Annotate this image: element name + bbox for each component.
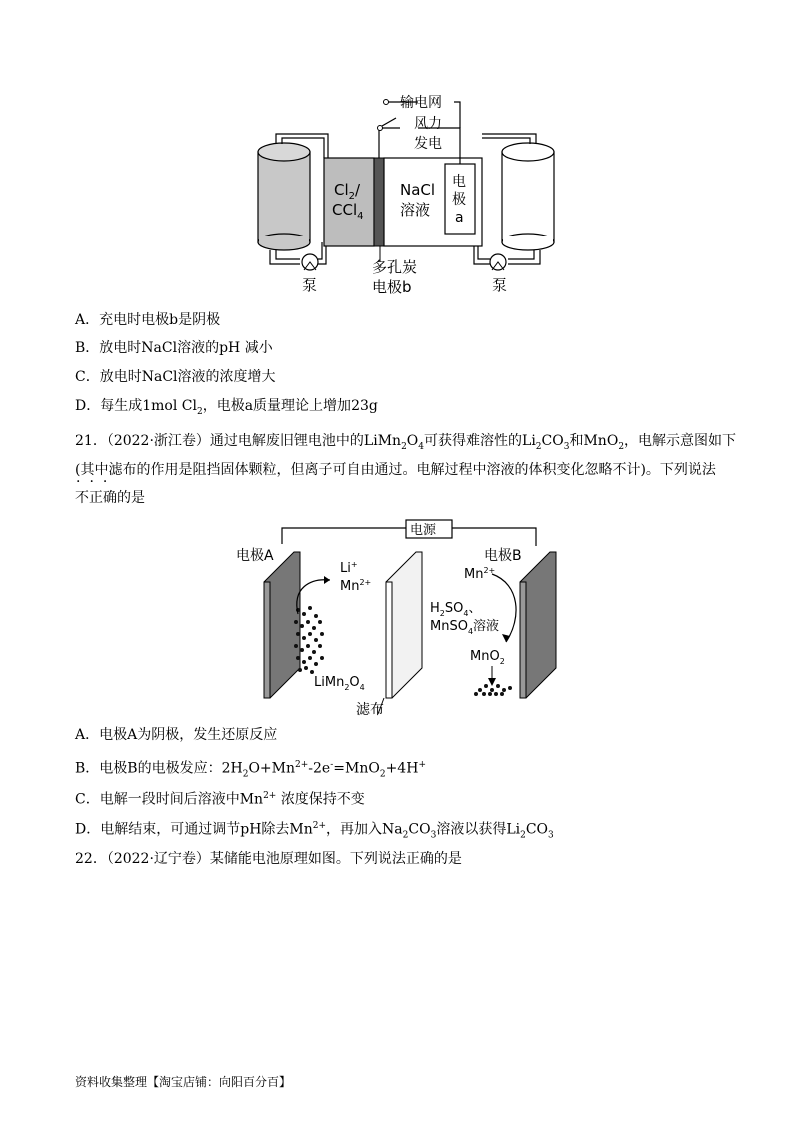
ccl4-label: CCl$_4$	[332, 201, 364, 222]
electrode-a-label-2: 极	[452, 192, 466, 208]
filter-label: 滤布	[356, 702, 384, 718]
wind-label-1: 风力	[414, 116, 442, 132]
solution-label: 溶液	[400, 201, 431, 219]
q20-option-a: A．充电时电极b是阴极	[75, 312, 221, 328]
circuit-wires	[379, 102, 460, 164]
q22-stem: 22．（2022·辽宁卷）某储能电池原理如图。下列说法正确的是	[75, 851, 462, 867]
porous-carbon-electrode-b	[374, 158, 384, 246]
q21-option-b: B．电极B的电极发应：$2H_2O+Mn^{2+}-2e^-=MnO_2+4H^+$	[75, 760, 426, 780]
solution-label-2: MnSO$_4$溶液	[430, 619, 500, 636]
electrode-b-label: 电极B	[484, 548, 522, 564]
electrode-a-label: 电极A	[236, 548, 274, 564]
power-label: 电源	[410, 523, 437, 538]
grid-label: 输电网	[400, 95, 442, 111]
electrolysis-diagram	[230, 518, 570, 718]
wind-label-2: 发电	[414, 136, 442, 152]
flow-battery-diagram	[240, 92, 560, 300]
porous-label-1: 多孔炭	[372, 258, 418, 276]
q21-stem-line3: 不正确的是	[75, 490, 145, 506]
mn-ion-right-label: $Mn^{2+}$	[464, 566, 496, 582]
q20-option-c: C．放电时NaCl溶液的浓度增大	[75, 369, 276, 385]
mno2-label: MnO$_2$	[470, 649, 505, 666]
q20-option-d: D．每生成1mol $Cl_2$，电极a质量理论上增加23g	[75, 398, 378, 417]
right-tank	[502, 143, 554, 250]
pump-left-label: 泵	[302, 276, 318, 294]
pump-right-label: 泵	[492, 276, 508, 294]
footer-text: 资料收集整理【淘宝店铺：向阳百分百】	[75, 1075, 292, 1089]
mn-ion-label: $Mn^{2+}$	[340, 578, 372, 594]
emphasis-dots: ···	[76, 474, 117, 490]
q20-option-b: B．放电时NaCl溶液的pH 减小	[75, 340, 273, 356]
q21-option-d: D．电解结束，可通过调节pH除去$Mn^{2+}$，再加入$Na_2CO_3$溶液以获得$Li_2CO_3$	[75, 821, 554, 841]
nacl-label: NaCl	[400, 181, 436, 199]
q21-stem-line1: 21．（2022·浙江卷）通过电解废旧锂电池中的$LiMn_2O_4$可获得难溶性的$Li_2CO_3$和MnO$_2$，电解示意图如下	[75, 433, 737, 452]
q21-option-c: C．电解一段时间后溶液中$Mn^{2+}$ 浓度保持不变	[75, 791, 365, 808]
left-tank	[258, 143, 310, 250]
mno2-particles	[474, 684, 512, 696]
electrode-a-label-1: 电	[452, 174, 466, 190]
li-ion-label: Li+	[340, 560, 358, 576]
q21-stem-line2: (其中滤布的作用是阻挡固体颗粒，但离子可自由通过。电解过程中溶液的体积变化忽略不计)。下列说法	[75, 462, 716, 478]
electrode-a-label-3: a	[455, 210, 464, 226]
cl2-label: $Cl_2/$	[334, 181, 361, 202]
q21-option-a: A．电极A为阴极，发生还原反应	[75, 727, 278, 743]
solution-label-1: $H_2SO_4$、	[430, 601, 482, 618]
porous-label-2: 电极b	[372, 278, 412, 296]
limn2o4-label: $LiMn_2O_4$	[314, 675, 365, 692]
